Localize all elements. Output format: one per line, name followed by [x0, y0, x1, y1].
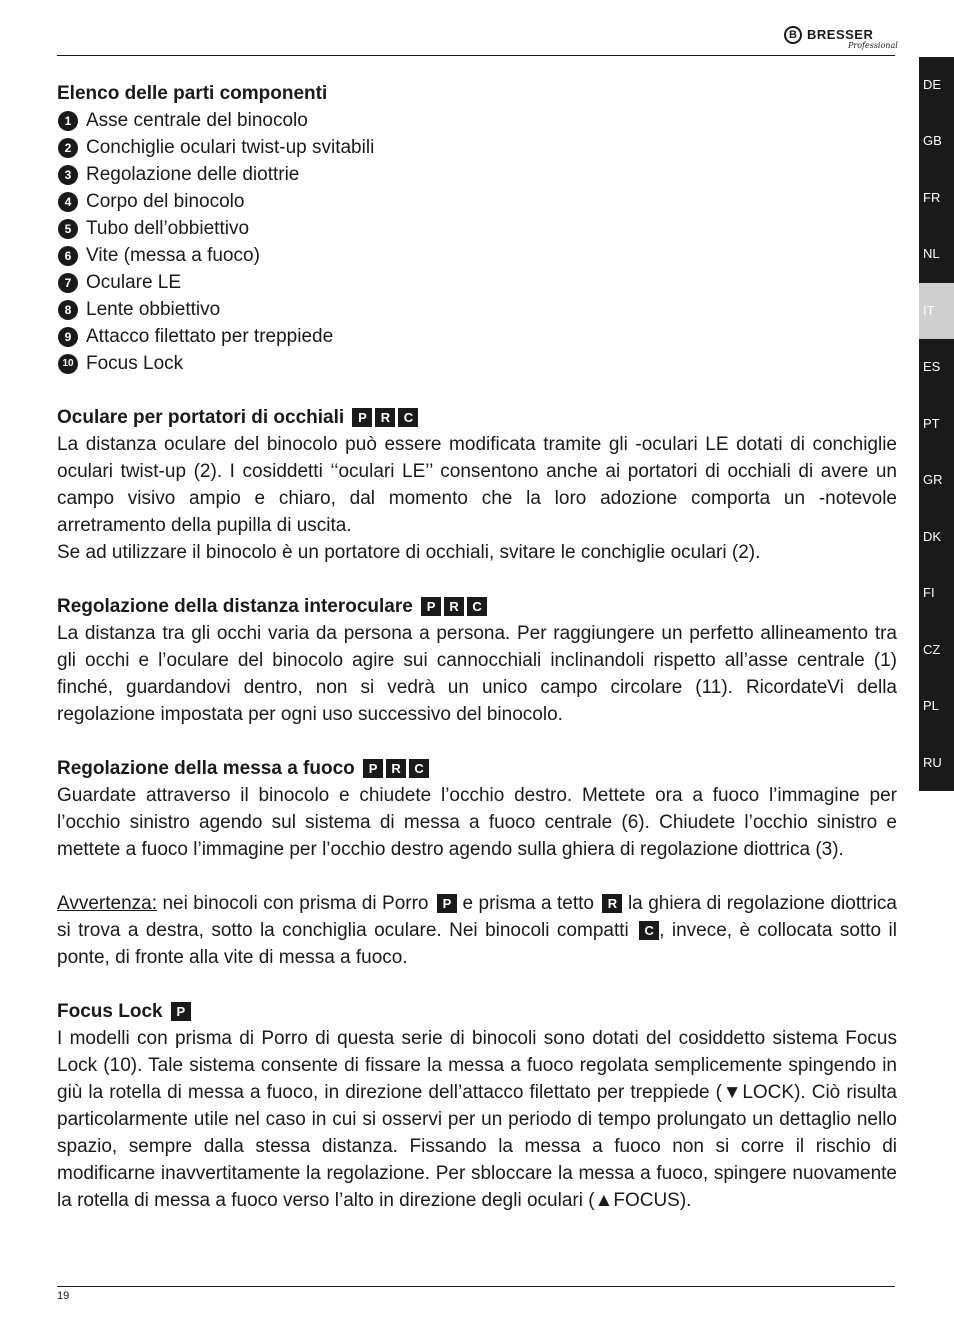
badge-r: R: [602, 894, 622, 913]
section-heading-focus: [57, 755, 897, 782]
list-item: [57, 188, 897, 215]
list-item: [57, 107, 897, 134]
number-marker: 9: [58, 327, 78, 347]
logo-mark: B: [784, 26, 802, 44]
list-item: [57, 134, 897, 161]
paragraph: Guardate attraverso il binocolo e chiudete l’occhio destro. Mettete ora a fuoco l’immagine per l’occhio sinistro agendo sul sistema di messa a fuoco centrale (6). Chiudete l’occhio sinistro e mettete a fuoco l’immagine per l’occhio destro agendo sulla ghiera di regolazione diottrica (3).: [57, 785, 897, 860]
section-heading-interocular: [57, 593, 897, 620]
badge-p: P: [171, 1002, 191, 1021]
badge-c: C: [467, 597, 487, 616]
list-item: [57, 350, 897, 377]
list-item-label: Vite (messa a fuoco): [86, 245, 260, 266]
header-rule: [57, 55, 895, 56]
paragraph: La distanza oculare del binocolo può essere modificata tramite gli -oculari LE dotati di conchiglie oculari twist-up (2). I cosiddetti ‘‘oculari LE’’ consentono anche ai portatori di occhiali di avere un campo visivo ampio e chiaro, dal momento che la loro adozione comporta un -notevole arretramento della pupilla di uscita.: [57, 434, 897, 536]
list-item: [57, 215, 897, 242]
lang-tab-dk[interactable]: DK: [923, 529, 942, 544]
lang-tab-gb[interactable]: GB: [923, 133, 942, 148]
paragraph: I modelli con prisma di Porro di questa serie di binocoli sono dotati del cosiddetto sistema Focus Lock (10). Tale sistema consente di fissare la messa a fuoco regolata semplicemente spingendo in giù la rotella di messa a fuoco, in direzione dell’attacco filettato per treppiede (▼LOCK). Ciò risulta particolarmente utile nel caso in cui si osservi per un periodo di tempo prolungato un dettaglio nello spazio, sempre dalla stessa distanza. Fissando la messa a fuoco non si corre il rischio di modificarne inavvertitamente la regolazione. Per sbloccare la messa a fuoco, spingere nuovamente la rotella di messa a fuoco verso l’alto in direzione degli oculari (▲FOCUS).: [57, 1028, 897, 1211]
warning-text: e prisma a tetto: [456, 893, 600, 914]
list-item: [57, 269, 897, 296]
parts-list-title: Elenco delle parti componenti: [57, 83, 328, 104]
lang-tab-nl[interactable]: NL: [923, 246, 940, 261]
list-item: [57, 161, 897, 188]
lang-tab-gr[interactable]: GR: [923, 472, 943, 487]
warning-text: la ghiera di regolazione diottrica si trova a destra, sotto la conchiglia oculare. Nei binocoli compatti: [57, 893, 897, 941]
language-tab-bar: [919, 57, 954, 791]
number-marker: 5: [58, 219, 78, 239]
list-item-label: Conchiglie oculari twist-up svitabili: [86, 137, 375, 158]
list-item-label: Attacco filettato per treppiede: [86, 326, 334, 347]
lang-tab-es[interactable]: ES: [923, 359, 941, 374]
section-heading-focus-lock: [57, 998, 897, 1025]
list-item-label: Tubo dell’obbiettivo: [86, 218, 250, 239]
lang-tab-de[interactable]: DE: [923, 77, 942, 92]
list-item: [57, 323, 897, 350]
lang-tab-fr[interactable]: FR: [923, 190, 941, 205]
paragraph: Se ad utilizzare il binocolo è un portatore di occhiali, svitare le conchiglie oculari (2).: [57, 542, 761, 563]
badge-c: C: [398, 408, 418, 427]
footer-rule: [57, 1286, 895, 1287]
number-marker: 8: [58, 300, 78, 320]
brand-logo: [784, 24, 896, 54]
number-marker: 2: [58, 138, 78, 158]
section-heading-text: Regolazione della distanza interoculare: [57, 596, 413, 617]
number-marker: 3: [58, 165, 78, 185]
lang-tab-fi[interactable]: FI: [923, 585, 935, 600]
parts-list: [57, 107, 897, 377]
list-item: [57, 296, 897, 323]
section-heading-text: Regolazione della messa a fuoco: [57, 758, 355, 779]
number-marker: 6: [58, 246, 78, 266]
warning-text: , invece, è collocata sotto il ponte, di fronte alla vite di messa a fuoco.: [57, 920, 897, 968]
list-item-label: Corpo del binocolo: [86, 191, 245, 212]
badge-r: R: [386, 759, 406, 778]
warning-label: Avvertenza:: [57, 893, 157, 914]
page-number: 19: [57, 1290, 70, 1302]
badge-c: C: [409, 759, 429, 778]
section-heading-eyeglass: [57, 404, 897, 431]
brand-subtitle: Professional: [848, 41, 898, 50]
section-heading-text: Focus Lock: [57, 1001, 163, 1022]
section-heading-text: Oculare per portatori di occhiali: [57, 407, 345, 428]
badge-c: C: [639, 921, 659, 940]
list-item-label: Oculare LE: [86, 272, 182, 293]
badge-p: P: [363, 759, 383, 778]
warning-paragraph: [57, 890, 897, 971]
list-item-label: Regolazione delle diottrie: [86, 164, 300, 185]
badge-r: R: [375, 408, 395, 427]
number-marker: 4: [58, 192, 78, 212]
number-marker: 10: [58, 354, 78, 374]
brand-name: BRESSER: [807, 27, 874, 42]
badge-p: P: [352, 408, 372, 427]
list-item: [57, 242, 897, 269]
lang-tab-it[interactable]: IT: [919, 283, 954, 339]
lang-tab-pl[interactable]: PL: [923, 698, 939, 713]
number-marker: 7: [58, 273, 78, 293]
number-marker: 1: [58, 111, 78, 131]
lang-tab-cz[interactable]: CZ: [923, 642, 941, 657]
lang-tab-ru[interactable]: RU: [923, 755, 942, 770]
warning-text: nei binocoli con prisma di Porro: [156, 893, 434, 914]
paragraph: La distanza tra gli occhi varia da persona a persona. Per raggiungere un perfetto allineamento tra gli occhi e l’oculare del binocolo agire sui cannocchiali inclinandoli rispetto all’asse centrale (1) finché, guardandovi dentro, non si vedrà un unico campo circolare (11). RicordateVi della regolazione impostata per ogni uso successivo del binocolo.: [57, 623, 897, 725]
list-item-label: Asse centrale del binocolo: [86, 110, 308, 131]
page-content: [57, 80, 897, 1214]
badge-p: P: [437, 894, 457, 913]
badge-p: P: [421, 597, 441, 616]
list-item-label: Focus Lock: [86, 353, 184, 374]
badge-r: R: [444, 597, 464, 616]
lang-tab-pt[interactable]: PT: [923, 416, 940, 431]
list-item-label: Lente obbiettivo: [86, 299, 221, 320]
